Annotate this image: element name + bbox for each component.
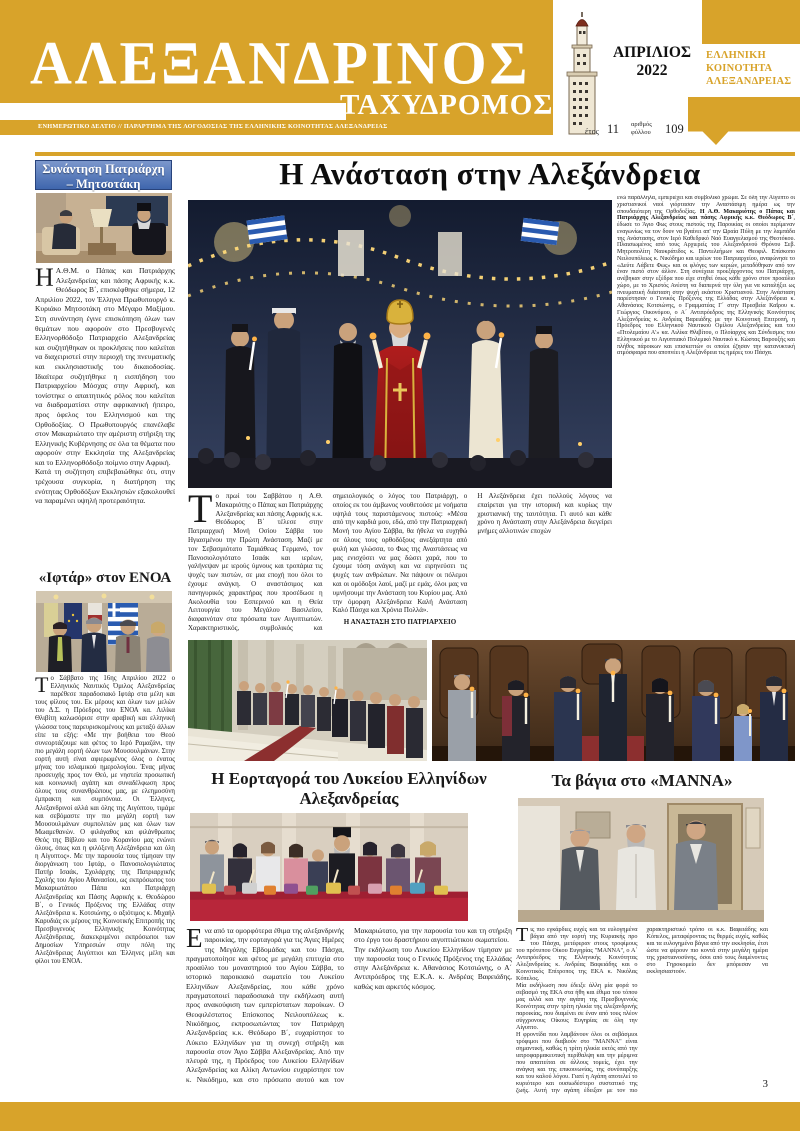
meeting-article-title: Συνάντηση Πατριάρχη – Μητσοτάκη xyxy=(35,160,172,190)
year-label: έτος xyxy=(585,127,599,136)
photo-officials-holding-candles xyxy=(432,640,795,761)
issue-date xyxy=(604,44,700,80)
org-gold-corner xyxy=(702,0,800,44)
issue-number-value: 109 xyxy=(665,122,684,136)
newspaper-title: ΑΛΕΞΑΝΔΡΙΝΟΣ xyxy=(30,29,531,98)
lighthouse-icon xyxy=(558,12,604,140)
patriarchate-subhead: Η ΑΝΑΣΤΑΣΗ ΣΤΟ ΠΑΤΡΙΑΡΧΕΙΟ xyxy=(343,618,457,627)
masthead-white-strip xyxy=(0,103,346,120)
main-article-right-column: ενώ παράλληλα, εμπεριέχει και συμβολικό χρώμα. Σε όλη την Αίγυπτο οι χριστιανικοί ναοί γιόρτασαν την Αναστάσιμη ημέρα ως την σπουδαιότερη της Ορθοδοξίας. Η Α.Θ. Μακαριότης ο Πάπας και Πατριάρχης Αλεξανδρείας και πάσης Αφρικής κ.κ. Θεόδωρος Β΄, έδωσε το Άγιο Φως στους πιστούς της Παροικίας οι οποίοι περίμεναν εναγωνίως να τον δουν να βγαίνει απ' την Ωραία Πύλη με την λαμπάδα της Ανάστασης, στον Ιερό Καθεδρικό Ναό Ευαγγελισμού της Θεοτόκου. Πλαισιωμένος από τους Αρχιερείς του Αλεξανδρινού Θρόνου Σεβ. Μητροπολίτη Ναυκράτιδος κ. Παντελεήμων και Θεοφιλ. Επίσκοπο Νειλουπόλεως κ. Νικόδημο και ιερέων του Πατριαρχείου, αναφώνησε το «Δεύτε Λάβετε Φως» και οι φλόγες των κεριών, μεταδόθηκαν από τον έναν πιστό στον άλλον. Στη συνέχεια προεξάρχοντος του Πατριάρχη, ανέβηκαν στην εξέδρα που είχε στηθεί όπως κάθε χρόνο στον προαύλιο χώρο, με το Χριστός Ανέστη να διαπερνά την ύλη για να καταλήξει ως πνευματική διάσταση στην ψυχή εκάστου Χριστιανού. Στην Ανάσταση παρέστησαν ο Γενικός Πρόξενος της Ελλάδας στην Αλεξάνδρεια κ. Αθανάσιος Κοτσιώνης, ο Γραμματέας Γ΄ στην Πρεσβεία Καΐρου κ. Γεώργιος Οικονόμου, ο Α΄ Αντιπρόεδρος της Ελληνικής Κοινότητος Αλεξανδρείας κ. Ανδρέας Βαρειάδης με την Κοινοτική Επιτροπή, η Πρόεδρος του Ελληνικού Ναυτικού Ομίλου Αλεξανδρείας και του «Πτολεμαίου Α'» κα. Λιλίκα Θλιβίτου, ο Πλοίαρχος και Σύνδεσμος του Ελληνικού με το Αιγυπτιακό Πολεμικό Ναυτικό κ. Κώστας Βαρουξής και πλήθος πάροικων και επισκεπτών οι οποίοι έζησαν την κατανυκτική ατμόσφαιρα που αποπνέει η Αλεξάνδρεια τις ημέρες του Πάσχα. xyxy=(617,195,795,357)
gold-footer-bar xyxy=(0,1102,800,1131)
newspaper-tagline: ΕΝΗΜΕΡΩΤΙΚΟ ΔΕΛΤΙΟ // ΠΑΡΑΡΤΗΜΑ ΤΗΣ ΛΟΓΟΔΟΣΙΑΣ ΤΗΣ ΕΛΛΗΝΙΚΗΣ ΚΟΙΝΟΤΗΤΑΣ ΑΛΕΞΑΝΔΡΕΙΑΣ xyxy=(38,123,388,130)
main-article-columns: Το πρωί του Σαββάτου η Α.Θ. Μακαριότης ο Πάπας και Πατριάρχης Αλεξανδρείας και πάσης Αφρικής κ.κ. Θεόδωρος Β΄ τέλεσε στην Πατριαρχική Μονή Οσίου Σάββα του Ηγιασμένου την Πρώτη Ανάσταση. Μαζί με τον Σεβασμιότατο Ταμιάθεως Γερμανό, τον Πανοσιολογιότατο Ισαάκ και ιερέων, γαλήνεψαν με ιερούς ύμνους και τροπάρια τις ψυχές των πιστών, σε μια εποχή που όλοι το έχουμε ανάγκη. Ο αναστάσιμος και πανηγυρικός χαρακτήρας που προσέδωσε η Ακολουθία του Εσπερινού και η Θεία Λειτουργία του Μεγάλου Βασιλείου, διαφαινόταν στα πρόσωπα των Αιγυπτιωτών. Χαρακτηριστικός, συμβολικός και σημειολογικός ο λόγος του Πατριάρχη, ο οποίος εκ του άμβωνος νουθετούσε με νοήματα υψηλά τους παριστάμενους πιστούς: «Μέσα από την καρδιά μου, εδώ, από την Πατριαρχική Μονή του Αγίου Σάββα, θα ήθελα να ευχηθώ σε όλους τους ορθοδόξους ανεξάρτητα από φυλή και γλώσσα, το Φως της Αναστάσεως να μας ενισχύσει να μας δώσει χαρά, που το έχουμε τόση ανάγκη και να ειρηνεύσει τις ψυχές των ανθρώπων. Να πάψουν οι πόλεμοι και οι ομόδοξοι λαοί, μαζί με εμάς, όλοι μας να υμνήσουμε την Ανάσταση του Κυρίου μας. Από την όμορφη Αλεξάνδρεια Καλή Ανάσταση Καλό Πάσχα και Χρόνια Πολλά». Η ΑΝΑΣΤΑΣΗ ΣΤΟ ΠΑΤΡΙΑΡΧΕΙΟ Η Αλεξάνδρεια έχει πολλούς λόγους να επαίρεται για την ιστορική και κυρίως την χριστιανική της ταυτότητα. Γι αυτό και κάθε χρόνο η Ανάσταση στην Αλεξάνδρεια διεγείρει μνήμες αλλοτινών εποχών xyxy=(188,492,612,632)
issue-year: 2022 xyxy=(636,62,668,79)
meeting-article-body: Η Α.Θ.Μ. ο Πάπας και Πατριάρχης Αλεξανδρείας και πάσης Αφρικής κ.κ. Θεόδωρος Β΄, επισκέφθηκε σήμερα, 12 Απριλίου 2022, τον Έλληνα Πρωθυπουργό κ. Κυριάκο Μητσοτάκη στο Μέγαρο Μαξίμου. Στη συνάντηση έγινε επισκόπηση όλων των θεμάτων που αφορούν στο Πρεσβυγενές Ελληνορθόδοξο Πατριαρχείο Αλεξανδρείας και συζητήθηκαν οι προκλήσεις που καλείται να διαχειριστεί στην περιοχή της πνευματικής και εκκλησιαστικής του δικαιοδοσίας. Ιδιαίτερα συζητήθηκε η εισπήδηση του Πατριαρχείου Μόσχας στην Αφρική, και τονίστηκε ο απαιτητικός ρόλος που καλείται να διαδραματίσει στην αφρικανική ήπειρο, προς όφελος του Ελληνισμού και της Ορθοδοξίας. Ο Πρωθυπουργός επανέλαβε στον Μακαριώτατο την αμέριστη στήριξη της Ελληνικής Κυβέρνησης σε όλα τα θέματα που αφορούν στην Εκκλησία της Αλεξανδρείας και το Ελληνορθόδοξο ποίμνιο στην Αφρική. Κατά τη συζήτηση επιβεβαιώθηκε ότι, στην τρέχουσα συγκυρία, η διατήρηση της ενότητας Ορθοδόξων Εκκλησιών εξακολουθεί να παραμένει υψηλή προτεραιότητα. xyxy=(35,266,175,506)
year-value: 11 xyxy=(607,122,620,136)
eortagora-body: Ενα από τα ομορφότερα έθιμα της αλεξανδρινής παροικίας, την εορταγορά για τις Άγιες Ημέρες της Μεγάλης Εβδομάδας και του Πάσχα, πραγματοποίησε και φέτος με μεγάλη επιτυχία στο προαύλιο του μοναστηριού του Αγίου Σάββα, το ιστορικό παροικιακό σωματείο του Λυκείου Ελληνίδων Αλεξανδρείας, που κάθε χρόνο πραγματοποιεί παραδοσιακά την εκδήλωση αυτή προς ανακούφιση των εμπερίστατων παροίκων. Ο Θεοφιλέστατος Επίσκοπος Νειλουπόλεως κ. Νικόδημος, εκπροσωπώντας τον Πατριάρχη Αλεξανδρείας κ.κ. Θεόδωρο Β΄, ευχαρίστησε το Λύκειο Ελληνίδων για τη συνεχή στήριξη και παρουσία στον Άγιο Σάββα Αλεξανδρείας. Από την πλευρά της, η Πρόεδρος του Λυκείου Ελληνίδων Αλεξανδρείας κα Αλίκη Αντωνίου ευχαρίστησε τον κ. Νικόδημο, και στο πρόσωπο αυτού και τον Μακαριώτατο, για την παρουσία του και τη στήριξη στο έργο του δραστήριου αιγυπτιώτικου σωματείου. Την εκδήλωση του Λυκείου Ελληνίδων τίμησαν με την παρουσία τους ο Γενικός Πρόξενος της Ελλάδας στην Αλεξάνδρεια κ. Αθανάσιος Κοτσιώνης, ο Α΄ Αντιπρόεδρος της Ε.Κ.Α. κ. Ανδρέας Βαφειάδης, καθώς και αρκετός κόσμος. xyxy=(186,926,512,1084)
manna-body: Τις πιο εγκάρδιες ευχές και τα ευλογημένα βάγια από την εορτή της Κυριακής προ του Πάσχα, μετέφεραν στους τροφίμους του πρότυπου Οίκου Ευγηρίας "ΜΑΝΝΑ", ο Α΄ Αντιπρόεδρος της Ελληνικής Κοινότητας Αλεξανδρείας κ. Ανδρέας Βαφειάδης και ο Κοινοτικός Επίτροπος της ΕΚΑ κ. Νικόλας Κόπελος. Μία εκδήλωση που έδειξε άλλη μία φορά το σεβασμό της ΕΚΑ στα ήθη και έθιμα του τόπου μας αλλά και την αγάπη της Πρεσβυγενούς Κοινότητας στην τρίτη ηλικία της αλεξανδρινής παροικίας, που διαμένει σε έναν από τους πλέον σύγχρονους Οίκους Ευγηρίας σε όλη την Αίγυπτο. Η φροντίδα που λαμβάνουν όλοι οι σεβάσμιοι τρόφιμοι που διαβιούν στο "ΜΑΝΝΑ" είναι σημαντική, καθώς η τρίτη ηλικία εκτός από την ιατροφαρμακευτική περίθαλψη και την μέριμνα που απαιτείται σε άλλους τομείς, έχει την ανάγκη και της επικοινωνίας, της συνύπαρξης και του καλού λόγου. Γιατί η Αγάπη αποτελεί το κυριότερο και ουσιωδέστερο συστατικό της ζωής. Αυτή την αγάπη έδειξαν με τον πιο χαρακτηριστικό τρόπο οι κ.κ. Βαφειάδης και Κόπελος, μεταφέροντας τις θερμές ευχές, καθώς και τα ευλογημένα βάγια από την εκκλησία, έτσι ώστε να φέρουν πιο κοντά στην μεγάλη ημέρα της χριστιανοσύνης, όσοι από τους διαμένοντες στο Γηροκομείο δεν μπόρεσαν να εκκλησιαστούν. xyxy=(516,926,768,1094)
main-headline: Η Ανάσταση στην Αλεξάνδρεια xyxy=(279,156,701,191)
patriarch-name-bold: Η Α.Θ. Μακαριότης ο Πάπας και Πατριάρχης Αλεξανδρείας και πάσης Αφρικής κ.κ. Θεόδωρος Β΄ xyxy=(617,208,795,222)
dropcap: Τ xyxy=(35,675,49,697)
eortagora-title: Η Εορταγορά του Λυκείου Ελληνίδων Αλεξανδρείας xyxy=(211,769,487,808)
dropcap: Τ xyxy=(516,926,529,946)
photo-patriarch-mitsotakis-meeting xyxy=(36,193,172,263)
organization-name: ΕΛΛΗΝΙΚΗ ΚΟΙΝΟΤΗΤΑ ΑΛΕΞΑΝΔΡΕΙΑΣ xyxy=(706,50,792,87)
iftar-article-title: «Ιφτάρ» στον ΕΝΟΑ xyxy=(38,570,172,586)
issue-month: ΑΠΡΙΛΙΟΣ xyxy=(612,44,692,61)
photo-cathedral-crowd xyxy=(188,640,427,761)
issue-number-label: αριθμός φύλλου xyxy=(631,121,652,136)
dropcap: Ε xyxy=(186,926,203,953)
manna-title: Τα βάγια στο «ΜΑΝΝΑ» xyxy=(551,771,733,790)
page-number: 3 xyxy=(762,1078,768,1090)
dropcap: Η xyxy=(35,266,54,292)
dropcap: Τ xyxy=(188,492,213,531)
photo-manna-nursing-home-visit xyxy=(518,798,764,922)
photo-resurrection-ceremony xyxy=(188,200,612,488)
iftar-article-body: Το Σάββατο της 16ης Απριλίου 2022 ο Ελληνικός Ναυτικός Όμιλος Αλεξανδρείας παρέθεσε παραδοσιακό Ιφτάρ στα μέλη και τους φίλους του. Εκ μέρους και όλων των μελών του Δ.Σ. η Πρόεδρος του ΕΝΟΑ κα. Λιλίκα Θλιβίτη καλωσόρισε στην αραβική και ελληνική γλώσσα τους παρευρισκομένους και μεταξύ άλλων είπε τα εξής: «Με την βοήθεια του Θεού συνεορτάζουμε και φέτος το Ιερό Ραμαζάνι, την πιο μεγάλη εορτή όλων των Μουσουλμάνων. Στην εορτή αυτή είναι αφιερωμένος όλος ο ένατος μήνας του ισλαμικού ημερολογίου. Ένας μήνας προσευχής προς τον Θεό, με νηστεία προσωπική και κοινωνική αγάπη και συναδέλφωση προς όλους τους συνανθρώπους μας, με ελεημοσύνη έμπρακτη και συμπόνοια. Οι Έλληνες, Αλεξανδρινοί αλλά και όλης της Αιγύπτου, τιμάμε και σεβόμαστε την πιο μεγάλη εορτή των Μουσουλμάνων συμπολιτών μας και όλων των Μωαμεθανών. Ο φιλάγαθος και φιλάνθρωπος Θεός της Βίβλου και του Κορανίου μας ενώνει όλους, όπως και η φιλόξενη Αλεξάνδρεια και όλη η Αίγυπτος». Με την παρουσία τους τίμησαν την διοργάνωση του Ιφτάρ, ο Πανοσιολογιώτατος Πατήρ Ισαάκ, Σχολάρχης της Πατριαρχικής Σχολής του Αγίου Αθανασίου, ως εκπρόσωπος του Μακαριωτάτου Πάπα και Πατριάρχη Αλεξανδρείας και Πάσης Αφρικής κ. Θεοδώρου Β΄, ο Γενικός Πρόξενος της Ελλάδας στην Αλεξάνδρεια κ. Κοτσιώνης, ο αξιότιμος κ. Μιχαήλ Καρυδιάς εκ μέρους της Κοινοτικής Επιτροπής της Πρεσβυγενούς Ελληνικής Κοινότητας Αλεξάνδρειας, διακεκριμένοι εκπρόσωποι των Δημοσίων Υπηρεσιών στην πόλη της Αλεξάνδρειας Αιγύπτιοι και Έλληνες μέλη και φίλοι του ΕΝΟΑ. xyxy=(35,675,175,966)
photo-eortagora-bazaar xyxy=(190,813,468,921)
newspaper-subtitle: ΤΑΧΥΔΡΟΜΟΣ xyxy=(340,89,554,121)
gold-ribbon xyxy=(688,97,800,145)
photo-enoa-iftar-group xyxy=(36,591,172,672)
